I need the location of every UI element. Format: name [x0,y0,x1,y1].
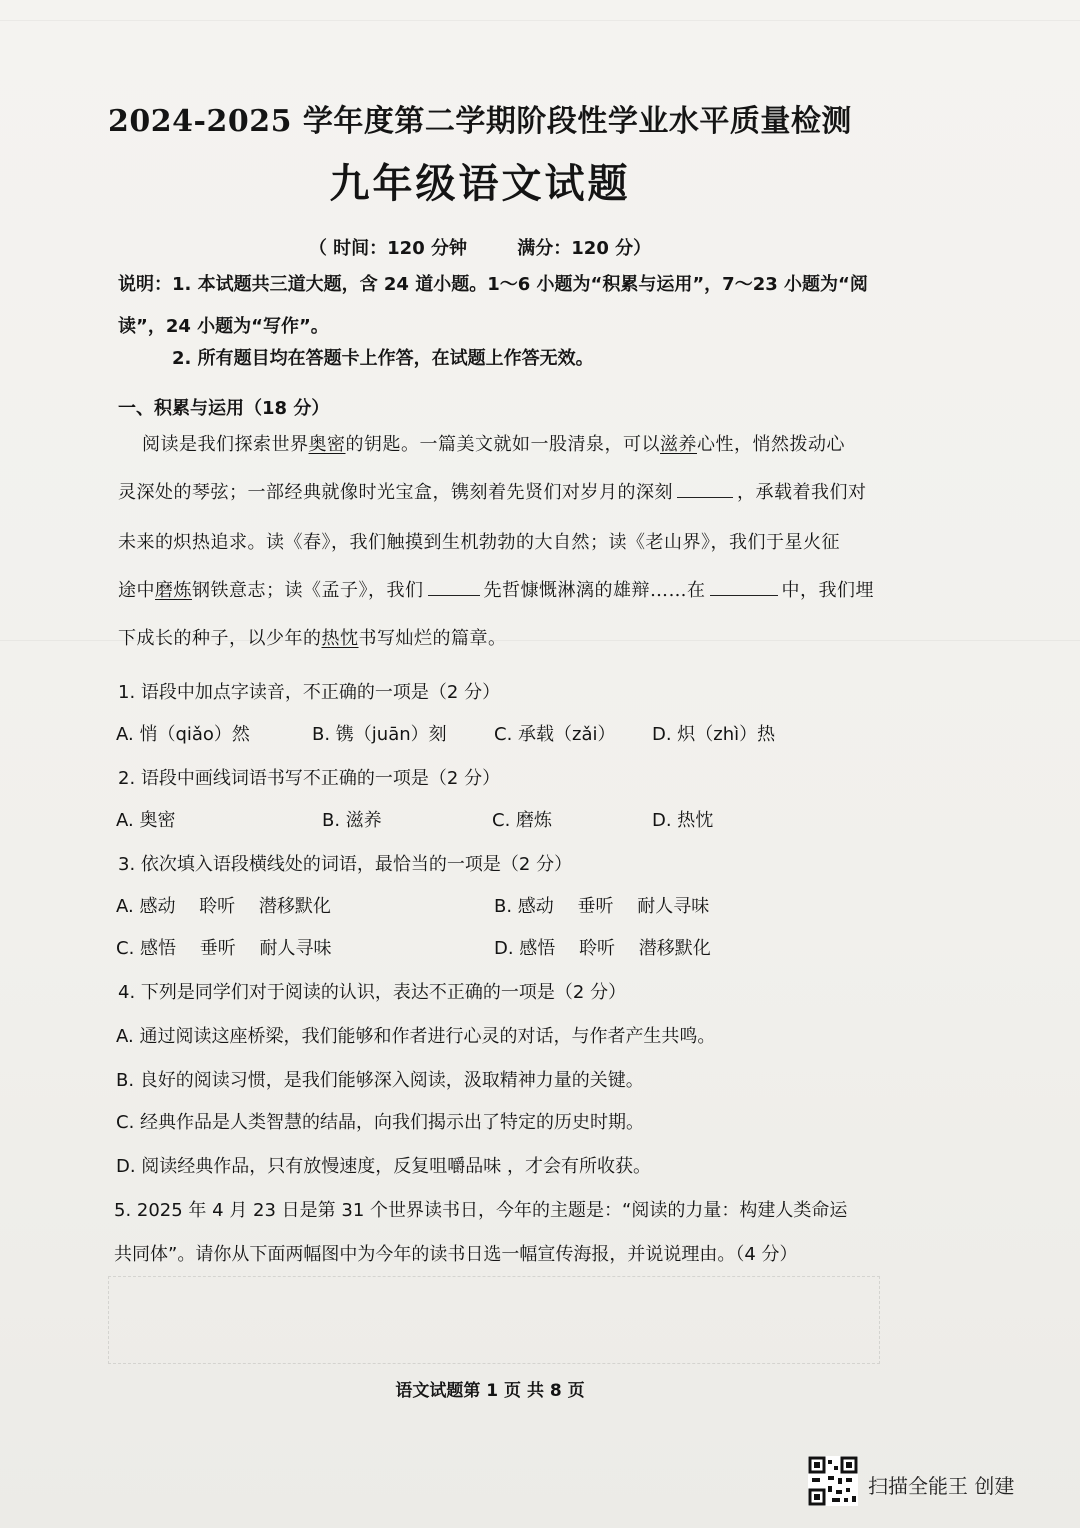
faint-poster-region [108,1276,880,1364]
q4-stem: 4. 下列是同学们对于阅读的认识，表达不正确的一项是（2 分） [118,982,627,1003]
passage-line-4: 途中磨炼钢铁意志；读《孟子》，我们 先哲慷慨淋漓的雄辩……在 中，我们埋 [118,580,874,601]
q1-stem: 1. 语段中加点字读音，不正确的一项是（2 分） [118,682,501,703]
fill-blank [428,593,480,596]
q1-option-a: A. 悄（qiǎo）然 [116,724,250,745]
exam-title: 2024-2025 学年度第二学期阶段性学业水平质量检测 [108,104,852,139]
q5-stem-line-1: 5. 2025 年 4 月 23 日是第 31 个世界读书日，今年的主题是：“阅读的力量：构建人类命运 [114,1200,848,1221]
scanner-brand-text: 扫描全能王 创建 [868,1474,1015,1498]
q2-stem: 2. 语段中画线词语书写不正确的一项是（2 分） [118,768,501,789]
q3-option-d: D. 感悟 聆听 潜移默化 [494,938,711,959]
q4-option-b: B. 良好的阅读习惯，是我们能够深入阅读，汲取精神力量的关键。 [116,1070,644,1091]
q4-option-c: C. 经典作品是人类智慧的结晶，向我们揭示出了特定的历史时期。 [116,1112,645,1133]
q2-option-c: C. 磨炼 [492,810,553,831]
q1-option-c: C. 承载（zǎi） [494,724,616,745]
exam-score: 满分：120 分） [517,238,652,259]
qr-code-icon [808,1456,858,1506]
q3-option-a: A. 感动 聆听 潜移默化 [116,896,331,917]
q3-option-b: B. 感动 垂听 耐人寻味 [494,896,710,917]
underlined-word: 奥密 [308,434,346,455]
exam-meta [0,234,960,260]
q1-option-d: D. 炽（zhì）热 [652,724,776,745]
q4-option-d: D. 阅读经典作品，只有放慢速度，反复咀嚼品味 ，才会有所收获。 [116,1156,652,1177]
instruction-line-1: 说明：1. 本试题共三道大题，含 24 道小题。1～6 小题为“积累与运用”，7～23 小题为“阅 [118,274,868,295]
q1-option-b: B. 镌（juān）刻 [312,724,447,745]
q2-option-a: A. 奥密 [116,810,176,831]
passage-line-5: 下成长的种子，以少年的热忱书写灿烂的篇章。 [118,628,507,649]
section-heading: 一、积累与运用（18 分） [118,398,330,419]
underlined-word: 磨炼 [155,580,192,601]
q3-stem: 3. 依次填入语段横线处的词语，最恰当的一项是（2 分） [118,854,573,875]
scan-artifact-line [0,20,1080,21]
q2-option-d: D. 热忱 [652,810,714,831]
passage-line-3: 未来的炽热追求。读《春》，我们触摸到生机勃勃的大自然；读《老山界》，我们于星火征 [118,532,840,553]
fill-blank [710,593,778,596]
q3-option-c: C. 感悟 垂听 耐人寻味 [116,938,332,959]
page-footer: 语文试题第 1 页 共 8 页 [395,1381,585,1401]
q2-option-b: B. 滋养 [322,810,382,831]
underlined-word: 热忱 [321,628,359,649]
q4-option-a: A. 通过阅读这座桥梁，我们能够和作者进行心灵的对话，与作者产生共鸣。 [116,1026,716,1047]
fill-blank [677,495,733,498]
q5-stem-line-2: 共同体”。请你从下面两幅图中为今年的读书日选一幅宣传海报，并说说理由。（4 分） [114,1244,798,1265]
instruction-line-3: 2. 所有题目均在答题卡上作答，在试题上作答无效。 [172,348,594,369]
instruction-line-2: 读”，24 小题为“写作”。 [118,316,329,337]
exam-subject-title: 九年级语文试题 [329,160,631,207]
underlined-word: 滋养 [660,434,697,455]
passage-line-2: 灵深处的琴弦；一部经典就像时光宝盒，镌刻着先贤们对岁月的深刻 ，承载着我们对 [118,482,867,503]
exam-time: （ 时间：120 分钟 [308,238,467,259]
passage-line-1: 阅读是我们探索世界奥密的钥匙。一篇美文就如一股清泉，可以滋养心性，悄然拨动心 [142,434,845,455]
